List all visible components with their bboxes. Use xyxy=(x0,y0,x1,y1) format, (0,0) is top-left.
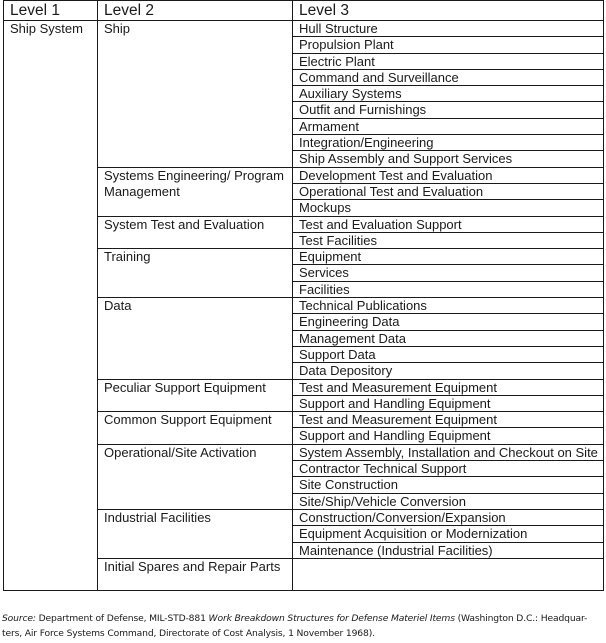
level-3-cell: Auxiliary Systems xyxy=(293,86,604,102)
level-3-cell: Equipment xyxy=(293,249,604,265)
level-3-cell: Support and Handling Equipment xyxy=(293,428,604,444)
level-3-cell: Integration/Engineering xyxy=(293,135,604,151)
level-3-cell: Development Test and Evaluation xyxy=(293,167,604,183)
level-3-cell: Mockups xyxy=(293,200,604,216)
level-3-cell: Command and Surveillance xyxy=(293,69,604,85)
level-3-cell: Management Data xyxy=(293,330,604,346)
level-3-cell: Propulsion Plant xyxy=(293,37,604,53)
level-3-cell: Facilities xyxy=(293,281,604,297)
level-2-cell: Training xyxy=(98,249,293,298)
level-3-cell: Test and Measurement Equipment xyxy=(293,412,604,428)
level-3-cell: Construction/Conversion/Expansion xyxy=(293,509,604,525)
level-3-cell: Armament xyxy=(293,118,604,134)
level-3-cell: Equipment Acquisition or Modernization xyxy=(293,526,604,542)
header-level-1: Level 1 xyxy=(4,1,98,21)
level-2-cell: Systems Engineering/ Program Management xyxy=(98,167,293,216)
level-2-cell: Ship xyxy=(98,21,293,168)
table-row xyxy=(4,21,604,37)
source-title: Work Breakdown Structures for Defense Materiel Items xyxy=(208,613,455,624)
level-3-cell: Site/Ship/Vehicle Conversion xyxy=(293,493,604,509)
header-level-3: Level 3 xyxy=(293,1,604,21)
level-1-cell: Ship System xyxy=(4,21,98,591)
source-note xyxy=(2,611,604,641)
level-3-cell: Support Data xyxy=(293,346,604,362)
level-3-cell: System Assembly, Installation and Checkout on Site xyxy=(293,444,604,460)
level-3-cell: Technical Publications xyxy=(293,298,604,314)
level-2-cell: Operational/Site Activation xyxy=(98,444,293,509)
level-3-cell: Electric Plant xyxy=(293,53,604,69)
level-2-cell: Industrial Facilities xyxy=(98,509,293,558)
level-2-cell: Peculiar Support Equipment xyxy=(98,379,293,412)
level-3-cell: Maintenance (Industrial Facilities) xyxy=(293,542,604,558)
level-2-cell: Common Support Equipment xyxy=(98,412,293,445)
wbs-table xyxy=(3,0,604,591)
level-3-cell: Data Depository xyxy=(293,363,604,379)
table-body xyxy=(4,21,604,591)
level-3-cell: Contractor Technical Support xyxy=(293,461,604,477)
header-row xyxy=(4,1,604,21)
level-3-cell: Ship Assembly and Support Services xyxy=(293,151,604,167)
source-text-1: Department of Defense, MIL-STD-881 xyxy=(35,613,209,624)
level-3-cell: Engineering Data xyxy=(293,314,604,330)
level-3-cell: Test and Evaluation Support xyxy=(293,216,604,232)
level-2-cell: System Test and Evaluation xyxy=(98,216,293,249)
level-3-cell: Services xyxy=(293,265,604,281)
level-3-cell: Test and Measurement Equipment xyxy=(293,379,604,395)
level-3-cell: Site Construction xyxy=(293,477,604,493)
source-label: Source: xyxy=(2,613,36,624)
level-2-cell: Initial Spares and Repair Parts xyxy=(98,558,293,590)
level-3-cell: Support and Handling Equipment xyxy=(293,395,604,411)
level-3-cell: Operational Test and Evaluation xyxy=(293,183,604,199)
level-2-cell: Data xyxy=(98,298,293,379)
source-text-2: (Washington D.C.: Headquar-ters, Air Force Systems Command, Directorate of Cost Analysis, 1 November 1968). xyxy=(2,613,588,639)
level-3-cell: Outfit and Furnishings xyxy=(293,102,604,118)
level-3-cell: Hull Structure xyxy=(293,21,604,37)
level-3-cell xyxy=(293,558,604,590)
header-level-2: Level 2 xyxy=(98,1,293,21)
level-3-cell: Test Facilities xyxy=(293,232,604,248)
